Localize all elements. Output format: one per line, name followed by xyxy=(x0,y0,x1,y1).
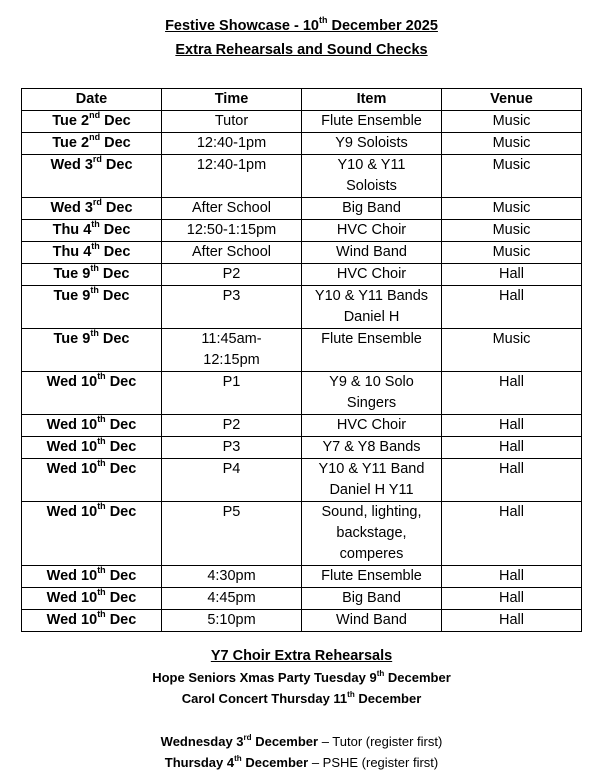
footer-line-wednesday xyxy=(0,733,590,750)
cell-date xyxy=(22,415,162,437)
date-day: Thu 4 xyxy=(52,222,92,238)
cell-venue: Music xyxy=(442,133,582,155)
thursday-text: Thursday 4 xyxy=(164,755,235,770)
cell-venue: Music xyxy=(442,155,582,198)
time-line: P3 xyxy=(222,439,241,455)
table-row xyxy=(22,264,582,286)
cell-time xyxy=(162,329,302,372)
date-day: Tue 9 xyxy=(53,266,91,282)
cell-item xyxy=(302,242,442,264)
date-sup: th xyxy=(91,241,100,252)
cell-time xyxy=(162,372,302,415)
time-line: 12:40-1pm xyxy=(196,157,267,173)
cell-time xyxy=(162,588,302,610)
date-sup: th xyxy=(97,501,106,512)
cell-date xyxy=(22,286,162,329)
date-day: Wed 10 xyxy=(46,568,98,584)
table-row xyxy=(22,242,582,264)
cell-item xyxy=(302,155,442,198)
concert-superscript: th xyxy=(347,689,355,699)
document-subtitle xyxy=(0,41,590,59)
item-line: Big Band xyxy=(342,200,401,216)
date-rest: Dec xyxy=(101,157,133,173)
date-rest: Dec xyxy=(105,504,137,520)
header-item: Item xyxy=(302,89,442,111)
cell-time xyxy=(162,133,302,155)
time-line: 12:40-1pm xyxy=(196,135,267,151)
item-line: Singers xyxy=(346,395,397,411)
wednesday-text: Wednesday 3 xyxy=(160,734,244,749)
cell-time xyxy=(162,264,302,286)
time-line: P2 xyxy=(222,266,241,282)
document-title xyxy=(0,17,590,35)
cell-venue: Music xyxy=(442,242,582,264)
cell-time xyxy=(162,198,302,220)
table-row xyxy=(22,566,582,588)
date-rest: Dec xyxy=(99,222,131,238)
concert-text-end: December xyxy=(354,691,422,706)
table-row xyxy=(22,133,582,155)
cell-item xyxy=(302,415,442,437)
cell-time xyxy=(162,242,302,264)
cell-date xyxy=(22,220,162,242)
date-rest: Dec xyxy=(101,200,133,216)
cell-date xyxy=(22,372,162,415)
table-row xyxy=(22,220,582,242)
cell-date xyxy=(22,588,162,610)
table-row xyxy=(22,111,582,133)
date-rest: Dec xyxy=(105,590,137,606)
cell-venue: Hall xyxy=(442,459,582,502)
cell-date xyxy=(22,264,162,286)
cell-item xyxy=(302,610,442,632)
cell-time xyxy=(162,286,302,329)
cell-item xyxy=(302,329,442,372)
cell-venue: Hall xyxy=(442,286,582,329)
party-text-end: December xyxy=(384,670,451,685)
time-line: P4 xyxy=(222,461,241,477)
cell-time xyxy=(162,566,302,588)
date-day: Wed 10 xyxy=(46,461,98,477)
time-line: 12:15pm xyxy=(203,352,260,368)
date-sup: th xyxy=(90,263,99,274)
cell-time xyxy=(162,610,302,632)
party-superscript: th xyxy=(376,668,385,678)
cell-venue: Hall xyxy=(442,372,582,415)
cell-venue: Music xyxy=(442,329,582,372)
time-line: 4:45pm xyxy=(207,590,256,606)
table-body xyxy=(22,111,582,632)
cell-venue: Hall xyxy=(442,610,582,632)
date-rest: Dec xyxy=(105,417,137,433)
item-line: Soloists xyxy=(346,178,397,194)
table-row xyxy=(22,329,582,372)
date-sup: th xyxy=(97,458,106,469)
cell-venue: Music xyxy=(442,198,582,220)
cell-time xyxy=(162,155,302,198)
date-day: Tue 2 xyxy=(52,135,90,151)
cell-time xyxy=(162,502,302,566)
cell-venue: Hall xyxy=(442,437,582,459)
cell-item xyxy=(302,286,442,329)
cell-date xyxy=(22,437,162,459)
concert-text: Carol Concert Thursday 11 xyxy=(181,691,348,706)
cell-date xyxy=(22,459,162,502)
footer-heading-text: Y7 Choir Extra Rehearsals xyxy=(210,648,393,664)
item-line: Daniel H Y11 xyxy=(329,482,414,498)
item-line: comperes xyxy=(339,546,404,562)
footer-line-thursday xyxy=(0,754,590,771)
date-day: Wed 3 xyxy=(50,200,93,216)
thursday-text-end: December xyxy=(241,755,309,770)
table-row xyxy=(22,459,582,502)
date-rest: Dec xyxy=(98,331,130,347)
item-line: Y10 & Y11 xyxy=(337,157,406,173)
cell-date xyxy=(22,155,162,198)
time-line: P3 xyxy=(222,288,241,304)
cell-time xyxy=(162,220,302,242)
thursday-detail: – PSHE (register first) xyxy=(308,755,439,770)
date-sup: th xyxy=(97,436,106,447)
date-day: Wed 10 xyxy=(46,374,98,390)
date-sup: th xyxy=(97,587,106,598)
item-line: Y9 Soloists xyxy=(335,135,408,151)
time-line: 11:45am- xyxy=(201,331,262,347)
date-sup: th xyxy=(90,328,99,339)
cell-date xyxy=(22,133,162,155)
date-rest: Dec xyxy=(105,439,137,455)
date-rest: Dec xyxy=(100,135,131,151)
title-text-end: December 2025 xyxy=(327,18,438,34)
date-sup: th xyxy=(91,219,100,230)
cell-item xyxy=(302,588,442,610)
cell-time xyxy=(162,111,302,133)
item-line: Y10 & Y11 Band xyxy=(318,461,425,477)
header-time: Time xyxy=(162,89,302,111)
cell-item xyxy=(302,133,442,155)
cell-venue: Hall xyxy=(442,588,582,610)
time-line: After School xyxy=(192,200,271,216)
date-sup: th xyxy=(97,609,106,620)
date-day: Tue 9 xyxy=(53,331,91,347)
header-venue: Venue xyxy=(442,89,582,111)
cell-item xyxy=(302,502,442,566)
cell-item xyxy=(302,220,442,242)
item-line: Sound, lighting, xyxy=(321,504,422,520)
table-header-row xyxy=(22,89,582,111)
time-line: 5:10pm xyxy=(207,612,256,628)
item-line: Wind Band xyxy=(336,244,407,260)
date-sup: rd xyxy=(92,154,102,165)
cell-date xyxy=(22,198,162,220)
item-line: Flute Ensemble xyxy=(321,113,422,129)
item-line: Wind Band xyxy=(336,612,407,628)
party-text: Hope Seniors Xmas Party Tuesday 9 xyxy=(152,670,377,685)
cell-date xyxy=(22,111,162,133)
date-day: Thu 4 xyxy=(52,244,92,260)
item-line: Y9 & 10 Solo xyxy=(329,374,414,390)
cell-venue: Hall xyxy=(442,502,582,566)
date-sup: th xyxy=(97,414,106,425)
item-line: HVC Choir xyxy=(336,417,407,433)
item-line: HVC Choir xyxy=(336,222,407,238)
date-sup: rd xyxy=(92,197,102,208)
date-rest: Dec xyxy=(105,612,137,628)
time-line: After School xyxy=(192,244,271,260)
cell-venue: Hall xyxy=(442,264,582,286)
date-day: Wed 10 xyxy=(46,417,98,433)
date-day: Tue 9 xyxy=(53,288,91,304)
date-day: Wed 10 xyxy=(46,504,98,520)
wednesday-superscript: rd xyxy=(243,732,252,742)
table-row xyxy=(22,286,582,329)
date-day: Wed 10 xyxy=(46,439,98,455)
table-row xyxy=(22,372,582,415)
date-rest: Dec xyxy=(105,461,137,477)
cell-time xyxy=(162,415,302,437)
time-line: P5 xyxy=(222,504,241,520)
table-row xyxy=(22,437,582,459)
cell-item xyxy=(302,437,442,459)
item-line: Y10 & Y11 Bands xyxy=(314,288,429,304)
time-line: P2 xyxy=(222,417,241,433)
item-line: Daniel H xyxy=(343,309,400,325)
item-line: backstage, xyxy=(336,525,407,541)
date-rest: Dec xyxy=(105,568,137,584)
table-row xyxy=(22,610,582,632)
cell-item xyxy=(302,198,442,220)
footer-line-party xyxy=(0,669,590,686)
date-day: Tue 2 xyxy=(52,113,90,129)
item-line: Flute Ensemble xyxy=(321,568,422,584)
date-rest: Dec xyxy=(105,374,137,390)
table-row xyxy=(22,502,582,566)
cell-venue: Music xyxy=(442,220,582,242)
item-line: HVC Choir xyxy=(336,266,407,282)
cell-item xyxy=(302,111,442,133)
cell-time xyxy=(162,459,302,502)
cell-date xyxy=(22,329,162,372)
cell-venue: Music xyxy=(442,111,582,133)
rehearsal-schedule-table xyxy=(21,88,582,632)
date-sup: th xyxy=(97,371,106,382)
footer-line-concert xyxy=(0,690,590,707)
date-sup: nd xyxy=(89,110,101,121)
cell-item xyxy=(302,372,442,415)
cell-date xyxy=(22,502,162,566)
table-row xyxy=(22,198,582,220)
footer-heading xyxy=(0,647,590,665)
wednesday-text-end: December xyxy=(251,734,319,749)
cell-item xyxy=(302,566,442,588)
date-rest: Dec xyxy=(98,266,130,282)
table-row xyxy=(22,588,582,610)
time-line: 4:30pm xyxy=(207,568,256,584)
cell-time xyxy=(162,437,302,459)
cell-venue: Hall xyxy=(442,415,582,437)
date-sup: th xyxy=(97,565,106,576)
table-row xyxy=(22,415,582,437)
cell-item xyxy=(302,264,442,286)
time-line: P1 xyxy=(222,374,241,390)
item-line: Big Band xyxy=(342,590,401,606)
item-line: Flute Ensemble xyxy=(321,331,422,347)
time-line: Tutor xyxy=(214,113,249,129)
item-line: Y7 & Y8 Bands xyxy=(322,439,421,455)
title-superscript: th xyxy=(319,15,328,26)
header-date: Date xyxy=(22,89,162,111)
cell-item xyxy=(302,459,442,502)
cell-date xyxy=(22,242,162,264)
time-line: 12:50-1:15pm xyxy=(186,222,277,238)
title-text: Festive Showcase - 10 xyxy=(165,18,319,34)
date-day: Wed 3 xyxy=(50,157,93,173)
date-rest: Dec xyxy=(98,288,130,304)
wednesday-detail: – Tutor (register first) xyxy=(318,734,443,749)
date-rest: Dec xyxy=(99,244,131,260)
thursday-superscript: th xyxy=(234,753,242,763)
cell-date xyxy=(22,566,162,588)
date-day: Wed 10 xyxy=(46,590,98,606)
date-rest: Dec xyxy=(100,113,131,129)
cell-venue: Hall xyxy=(442,566,582,588)
date-sup: th xyxy=(90,285,99,296)
date-day: Wed 10 xyxy=(46,612,98,628)
date-sup: nd xyxy=(89,132,101,143)
table-row xyxy=(22,155,582,198)
cell-date xyxy=(22,610,162,632)
subtitle-text: Extra Rehearsals and Sound Checks xyxy=(175,42,428,58)
